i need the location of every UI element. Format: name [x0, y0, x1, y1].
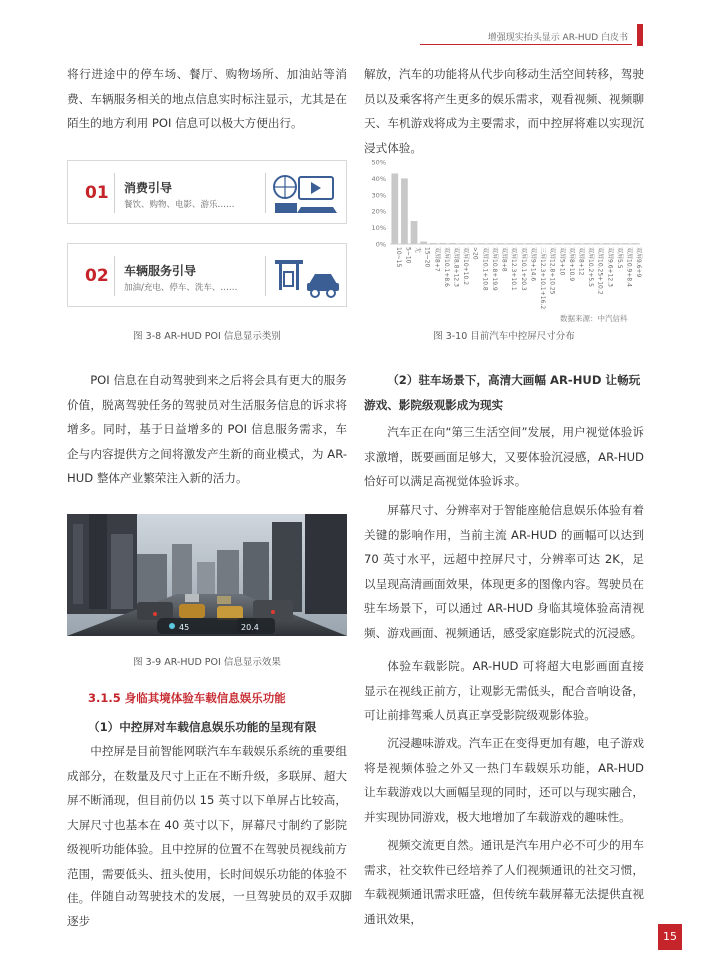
bar — [401, 178, 408, 244]
x-tick-label: 10~15 — [394, 247, 402, 268]
card-title: 车辆服务引导 — [124, 264, 197, 278]
card-divider — [114, 256, 115, 296]
x-tick-label: 双屏10.1+20.3 — [519, 247, 527, 291]
x-tick-label: 双屏8.8+12.3 — [452, 247, 460, 287]
x-tick-label: 双屏10+10.2 — [462, 247, 470, 286]
x-tick-label: 双屏9.6+12.3 — [606, 247, 614, 287]
page-number: 15 — [658, 924, 682, 950]
poi-card-vehicle-service — [67, 243, 347, 307]
bar — [555, 243, 562, 244]
figure-3-9-street-hud-image — [67, 514, 347, 636]
bar — [391, 173, 398, 244]
x-tick-label: 双屏10.1+10.8 — [481, 247, 489, 291]
x-tick-label: 双屏8+12 — [577, 247, 585, 276]
bar — [430, 243, 437, 244]
figure-3-9-caption: 图 3-9 AR-HUD POI 信息显示效果 — [133, 657, 281, 668]
x-tick-label: 三屏12.3+10.1+16.2 — [539, 247, 547, 310]
bar — [449, 243, 456, 244]
header-title: 增强现实抬头显示 AR-HUD 白皮书 — [487, 33, 628, 43]
bar — [516, 243, 523, 244]
bar — [536, 243, 543, 244]
bar — [613, 243, 620, 244]
bar — [603, 243, 610, 244]
y-tick-label: 0% — [375, 240, 386, 249]
bar — [411, 221, 418, 244]
x-tick-label: 双屏5+10 — [558, 247, 566, 276]
right-para-4: 沉浸趣味游戏。汽车正在变得更加有趣，电子游戏将是视频体验之外又一热门车载娱乐功能，AR-HUD 让车载游戏以大画幅呈现的同时，还可以与现实融合，并实现协同游戏，极大地增加了车载游戏的趣味性。 — [364, 736, 644, 824]
left-para-top: 将行进途中的停车场、餐厅、购物场所、加油站等消费、车辆服务相关的地点信息实时标注显示，尤其是在陌生的地方利用 POI 信息可以极大方便出行。 — [67, 67, 347, 130]
hud-speed-right: 20.4 — [241, 623, 259, 632]
x-tick-label: 双屏8+10.9 — [567, 247, 575, 282]
x-tick-label: 双屏12.3+10.1 — [510, 247, 518, 291]
x-tick-label: 双屏12.8+10.25 — [548, 247, 556, 295]
right-para-1: 汽车正在向“第三生活空间”发展，用户视觉体验诉求激增，既要画面足够大，又要体验沉浸感，AR-HUD 恰好可以满足高视觉体验诉求。 — [364, 425, 644, 488]
bar — [584, 243, 591, 244]
bar — [497, 243, 504, 244]
subsection-1-title: （1）中控屏对车载信息娱乐功能的呈现有限 — [88, 720, 317, 734]
header-rule — [420, 44, 632, 45]
right-para-5: 视频交流更自然。通讯是汽车用户必不可少的用车需求，社交软件已经培养了人们视频通讯的社交习惯，车载视频通讯需求旺盛，但传统车载屏幕无法提供直视通讯效果， — [364, 838, 644, 926]
section-3-1-5-title: 3.1.5 身临其境体验车载信息娱乐功能 — [88, 691, 286, 705]
bar — [468, 243, 475, 244]
x-tick-label: 双屏9.6+9 — [635, 247, 643, 278]
subsection-2-title: （2）驻车场景下，高清大画幅 AR-HUD 让畅玩游戏、影院级观影成为现实 — [364, 373, 641, 412]
y-tick-label: 10% — [371, 224, 386, 233]
shopping-icon — [271, 167, 343, 219]
bar — [440, 243, 447, 244]
bar — [545, 243, 552, 244]
y-tick-label: 40% — [371, 174, 386, 183]
x-tick-label: 5~10 — [404, 247, 412, 264]
card-divider — [265, 173, 266, 213]
card-title: 消费引导 — [124, 181, 173, 195]
x-tick-label: 双屏9+14.6 — [529, 247, 537, 282]
card-number: 01 — [85, 183, 109, 203]
bar — [593, 243, 600, 244]
x-tick-label: 双屏8+7 — [433, 247, 441, 272]
right-para-3: 体验车载影院。AR-HUD 可将超大电影画面直接显示在视线正前方，让观影无需低头，配合音响设备，可让前排驾乘人员真正享受影院级观影体验。 — [364, 659, 644, 722]
card-subtitle: 餐饮、购物、电影、游乐…… — [124, 200, 235, 210]
figure-3-8-caption: 图 3-8 AR-HUD POI 信息显示类别 — [133, 331, 281, 342]
figure-3-10-caption: 图 3-10 目前汽车中控屏尺寸分布 — [433, 331, 575, 342]
poi-card-consumer — [67, 160, 347, 224]
bar — [526, 243, 533, 244]
left-para-poi: POI 信息在自动驾驶到来之后将会具有更大的服务价值，脱离驾驶任务的驾驶员对生活服务信息的诉求将增多。同时，基于日益增多的 POI 信息服务需求，车企与内容提供方之间将激发产生新的商业模式，为 AR-HUD 整体产业繁荣注入新的活力。 — [67, 373, 347, 485]
bar — [622, 243, 629, 244]
y-tick-label: 30% — [371, 191, 386, 200]
x-tick-label: 双屏8+8 — [500, 247, 508, 272]
bar — [420, 242, 427, 244]
right-para-top: 解放，汽车的功能将从代步向移动生活空间转移，驾驶员以及乘客将产生更多的娱乐需求，观看视频、视频聊天、车机游戏将成为主要需求，而中控屏将难以实现沉浸式体验。 — [364, 67, 644, 155]
bar — [574, 243, 581, 244]
y-tick-label: 50% — [371, 158, 386, 167]
left-para-zk2: 伴随自动驾驶技术的发展，一旦驾驶员的双手双脚逐步 — [67, 889, 352, 928]
x-tick-label: 双屏10.2+5.5 — [587, 247, 595, 287]
x-tick-label: 无 — [414, 247, 422, 254]
header-accent-bar — [637, 24, 643, 46]
x-tick-label: 双屏10.9+8.4 — [625, 247, 633, 287]
bar — [632, 243, 639, 244]
card-divider — [114, 173, 115, 213]
bar — [507, 243, 514, 244]
bar — [478, 243, 485, 244]
chart-source: 数据来源：中汽信科 — [560, 314, 628, 323]
bar — [459, 243, 466, 244]
card-divider — [265, 256, 266, 296]
y-tick-label: 20% — [371, 207, 386, 216]
card-number: 02 — [85, 266, 109, 286]
left-para-zk1: 中控屏是目前智能网联汽车车载娱乐系统的重要组成部分，在数量及尺寸上正在不断升级，多联屏、超大屏不断涌现，但目前仍以 15 英寸以下单屏占比较高，大屏尺寸也基本在 40 英寸以下，屏幕尺寸制约了影院级视听功能体验。且中控屏的位置不在驾驶员视线前方范围，需要低头、扭头使用，长时间娱乐功能的体验不佳。 — [67, 744, 347, 905]
bar — [488, 243, 495, 244]
x-tick-label: 双屏10.8+19.9 — [490, 247, 498, 291]
hud-speed-left: 45 — [179, 623, 190, 632]
x-tick-label: >20 — [471, 247, 479, 260]
x-tick-label: 15~20 — [423, 247, 431, 268]
vehicle-service-icon — [271, 250, 343, 302]
right-para-2: 屏幕尺寸、分辨率对于智能座舱信息娱乐体验有着关键的影响作用，当前主流 AR-HUD 的画幅可以达到 70 英寸水平，远超中控屏尺寸，分辨率可达 2K，足以呈现高清画面效果，体现更多的图像内容。驾驶员在驻车场景下，可以通过 AR-HUD 身临其境体验高清视频、游戏画面、视频通话，感受家庭影院式的沉浸感。 — [364, 503, 644, 640]
bar — [565, 243, 572, 244]
x-tick-label: 双屏10.1+8.6 — [442, 247, 450, 287]
x-tick-label: 双屏5.5 — [615, 247, 623, 269]
x-tick-label: 双屏10.25+10.2 — [596, 247, 604, 295]
card-subtitle: 加油/充电、停车、洗车、…… — [124, 283, 238, 293]
figure-3-10-bar-chart — [364, 152, 644, 322]
